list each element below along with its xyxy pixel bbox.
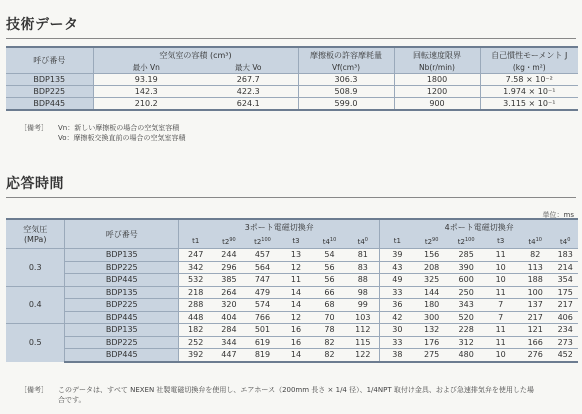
table-cell: 11 xyxy=(483,324,518,337)
col-header-t4-10: $t4^{10}$ xyxy=(518,234,553,249)
table-cell: 284 xyxy=(212,324,246,337)
table-row xyxy=(6,324,578,337)
table-row xyxy=(6,349,578,362)
table-cell: 247 xyxy=(179,249,213,262)
row-name: BDP135 xyxy=(65,249,179,262)
response-table-body xyxy=(6,249,578,362)
table-cell: 188 xyxy=(518,274,553,287)
table-cell: 264 xyxy=(212,286,246,299)
table-cell: 132 xyxy=(414,324,449,337)
row-name: BDP225 xyxy=(65,299,179,312)
table-row xyxy=(6,274,578,287)
table-cell: 14 xyxy=(279,299,313,312)
table-cell: 180 xyxy=(414,299,449,312)
resp-note-line-2: 合です。 xyxy=(58,396,86,404)
resp-note-label: ［備考］ xyxy=(20,386,48,394)
table-cell: 38 xyxy=(380,349,415,362)
table-cell: 78 xyxy=(313,324,347,337)
table-cell: 11 xyxy=(279,274,313,287)
row-name: BDP225 xyxy=(65,336,179,349)
table-row xyxy=(6,86,578,98)
table-cell: 81 xyxy=(346,249,380,262)
table-cell: 296 xyxy=(212,261,246,274)
tech-note-line-1: Vn：新しい摩擦板の場合の空気室容積 xyxy=(58,124,180,132)
table-cell: 66 xyxy=(313,286,347,299)
pressure-group-cell: 0.5 xyxy=(6,324,65,362)
table-cell: 600 xyxy=(449,274,484,287)
table-cell: 250 xyxy=(449,286,484,299)
col-header-volume: 空気室の容積 (cm³) xyxy=(93,47,298,62)
table-cell: 12 xyxy=(279,311,313,324)
table-cell: 501 xyxy=(246,324,280,337)
col-header-t2-100: $t2^{100}$ xyxy=(449,234,484,249)
table-cell: 342 xyxy=(179,261,213,274)
col-header-pressure xyxy=(6,219,65,249)
cell-vol-min: 93.19 xyxy=(93,74,199,86)
table-cell: 564 xyxy=(246,261,280,274)
table-cell: 99 xyxy=(346,299,380,312)
table-cell: 36 xyxy=(380,299,415,312)
col-header-vol-max: 最大 Vo xyxy=(199,62,298,74)
table-cell: 88 xyxy=(346,274,380,287)
table-cell: 82 xyxy=(313,349,347,362)
table-cell: 183 xyxy=(552,249,578,262)
table-cell: 14 xyxy=(279,286,313,299)
table-cell: 343 xyxy=(449,299,484,312)
cell-vol-max: 624.1 xyxy=(199,98,298,111)
row-name: BDP135 xyxy=(65,324,179,337)
table-cell: 42 xyxy=(380,311,415,324)
cell-vol-min: 142.3 xyxy=(93,86,199,98)
table-cell: 176 xyxy=(414,336,449,349)
table-cell: 156 xyxy=(414,249,449,262)
col-header-t4-10: $t4^{10}$ xyxy=(313,234,347,249)
col-header-t3: t3 xyxy=(279,234,313,249)
table-row xyxy=(6,74,578,86)
col-header-vol-min: 最小 Vn xyxy=(93,62,199,74)
table-cell: 217 xyxy=(518,311,553,324)
resp-title-rule xyxy=(6,197,576,198)
table-cell: 115 xyxy=(346,336,380,349)
table-cell: 175 xyxy=(552,286,578,299)
col-header-wear-unit: Vf(cm³) xyxy=(298,62,394,74)
table-cell: 288 xyxy=(179,299,213,312)
table-cell: 300 xyxy=(414,311,449,324)
table-cell: 49 xyxy=(380,274,415,287)
col-header-t2-90: $t2^{90}$ xyxy=(414,234,449,249)
table-cell: 234 xyxy=(552,324,578,337)
table-cell: 16 xyxy=(279,336,313,349)
table-cell: 312 xyxy=(449,336,484,349)
table-cell: 619 xyxy=(246,336,280,349)
table-cell: 11 xyxy=(483,286,518,299)
table-cell: 275 xyxy=(414,349,449,362)
row-name: BDP445 xyxy=(65,274,179,287)
table-cell: 392 xyxy=(179,349,213,362)
table-row xyxy=(6,249,578,262)
col-header-name: 呼び番号 xyxy=(65,219,179,249)
table-cell: 218 xyxy=(179,286,213,299)
table-cell: 452 xyxy=(552,349,578,362)
cell-speed: 1200 xyxy=(394,86,480,98)
table-cell: 11 xyxy=(483,249,518,262)
table-cell: 273 xyxy=(552,336,578,349)
table-cell: 520 xyxy=(449,311,484,324)
tech-note-line-2: Vo：摩擦板交換直前の場合の空気室容積 xyxy=(58,134,186,142)
col-header-t4-0: $t4^0$ xyxy=(552,234,578,249)
tech-note xyxy=(20,124,48,134)
table-cell: 11 xyxy=(483,336,518,349)
table-cell: 766 xyxy=(246,311,280,324)
row-name: BDP445 xyxy=(65,349,179,362)
col-header-inertia: 自己慣性モーメント J xyxy=(480,47,578,62)
row-name: BDP445 xyxy=(6,98,93,111)
col-header-t1: t1 xyxy=(380,234,415,249)
table-row xyxy=(6,336,578,349)
table-cell: 14 xyxy=(279,349,313,362)
table-cell: 344 xyxy=(212,336,246,349)
resp-section-title: 応答時間 xyxy=(6,176,64,192)
table-cell: 112 xyxy=(346,324,380,337)
table-cell: 574 xyxy=(246,299,280,312)
table-cell: 16 xyxy=(279,324,313,337)
col-header-4port: 4ポート電磁切換弁 xyxy=(380,219,578,234)
cell-inertia: 7.58 × 10⁻² xyxy=(480,74,578,86)
table-row xyxy=(6,261,578,274)
col-header-speed: 回転速度限界 xyxy=(394,47,480,62)
table-row xyxy=(6,286,578,299)
table-cell: 10 xyxy=(483,274,518,287)
cell-vol-max: 422.3 xyxy=(199,86,298,98)
table-cell: 56 xyxy=(313,274,347,287)
row-name: BDP225 xyxy=(65,261,179,274)
table-cell: 68 xyxy=(313,299,347,312)
table-cell: 244 xyxy=(212,249,246,262)
table-cell: 447 xyxy=(212,349,246,362)
col-header-3port: 3ポート電磁切換弁 xyxy=(179,219,380,234)
table-cell: 43 xyxy=(380,261,415,274)
tech-title-rule xyxy=(6,38,576,39)
col-header-t1: t1 xyxy=(179,234,213,249)
cell-inertia: 3.115 × 10⁻¹ xyxy=(480,98,578,111)
table-cell: 98 xyxy=(346,286,380,299)
table-cell: 406 xyxy=(552,311,578,324)
table-cell: 144 xyxy=(414,286,449,299)
table-cell: 82 xyxy=(518,249,553,262)
col-header-t2-100: $t2^{100}$ xyxy=(246,234,280,249)
table-row xyxy=(6,299,578,312)
col-header-t2-90: $t2^{90}$ xyxy=(212,234,246,249)
pressure-group-cell: 0.3 xyxy=(6,249,65,287)
cell-wear: 599.0 xyxy=(298,98,394,111)
table-cell: 100 xyxy=(518,286,553,299)
row-name: BDP445 xyxy=(65,311,179,324)
table-cell: 113 xyxy=(518,261,553,274)
table-cell: 30 xyxy=(380,324,415,337)
cell-speed: 900 xyxy=(394,98,480,111)
tech-data-table xyxy=(6,46,578,111)
pressure-label: 空気圧 xyxy=(23,225,48,234)
pressure-unit: (MPa) xyxy=(23,235,47,244)
table-row xyxy=(6,98,578,111)
table-cell: 182 xyxy=(179,324,213,337)
table-cell: 208 xyxy=(414,261,449,274)
table-cell: 404 xyxy=(212,311,246,324)
table-cell: 747 xyxy=(246,274,280,287)
table-cell: 13 xyxy=(279,249,313,262)
table-cell: 103 xyxy=(346,311,380,324)
table-cell: 217 xyxy=(552,299,578,312)
col-header-speed-unit: Nb(r/min) xyxy=(394,62,480,74)
note-label: ［備考］ xyxy=(20,124,48,132)
table-cell: 252 xyxy=(179,336,213,349)
table-cell: 33 xyxy=(380,286,415,299)
cell-vol-max: 267.7 xyxy=(199,74,298,86)
row-name: BDP135 xyxy=(6,74,93,86)
cell-wear: 306.3 xyxy=(298,74,394,86)
table-cell: 56 xyxy=(313,261,347,274)
table-row xyxy=(6,311,578,324)
table-cell: 819 xyxy=(246,349,280,362)
table-cell: 354 xyxy=(552,274,578,287)
cell-inertia: 1.974 × 10⁻¹ xyxy=(480,86,578,98)
resp-note-line-1: このデータは、すべて NEXEN 社製電磁切換弁を使用し、エアホース（200mm 長さ × 1/4 径）、1/4NPT 取付け金具、および急速排気弁を使用した場 xyxy=(58,386,534,394)
table-cell: 137 xyxy=(518,299,553,312)
table-cell: 39 xyxy=(380,249,415,262)
pressure-group-cell: 0.4 xyxy=(6,286,65,324)
table-cell: 480 xyxy=(449,349,484,362)
table-cell: 457 xyxy=(246,249,280,262)
table-cell: 448 xyxy=(179,311,213,324)
col-header-name: 呼び番号 xyxy=(6,47,93,74)
table-cell: 390 xyxy=(449,261,484,274)
table-cell: 122 xyxy=(346,349,380,362)
cell-wear: 508.9 xyxy=(298,86,394,98)
table-cell: 285 xyxy=(449,249,484,262)
table-cell: 12 xyxy=(279,261,313,274)
table-cell: 121 xyxy=(518,324,553,337)
table-cell: 83 xyxy=(346,261,380,274)
table-cell: 276 xyxy=(518,349,553,362)
table-cell: 33 xyxy=(380,336,415,349)
response-time-table xyxy=(6,218,578,363)
cell-vol-min: 210.2 xyxy=(93,98,199,111)
table-cell: 214 xyxy=(552,261,578,274)
table-cell: 7 xyxy=(483,311,518,324)
table-cell: 479 xyxy=(246,286,280,299)
table-cell: 385 xyxy=(212,274,246,287)
table-cell: 70 xyxy=(313,311,347,324)
unit-label: 単位：ms xyxy=(542,211,574,219)
table-cell: 166 xyxy=(518,336,553,349)
tech-section-title: 技術データ xyxy=(6,17,79,33)
table-cell: 82 xyxy=(313,336,347,349)
row-name: BDP135 xyxy=(65,286,179,299)
table-cell: 228 xyxy=(449,324,484,337)
table-cell: 320 xyxy=(212,299,246,312)
col-header-inertia-unit: (kg・m²) xyxy=(480,62,578,74)
row-name: BDP225 xyxy=(6,86,93,98)
table-cell: 10 xyxy=(483,261,518,274)
cell-speed: 1800 xyxy=(394,74,480,86)
table-cell: 10 xyxy=(483,349,518,362)
col-header-t4-0: $t4^0$ xyxy=(346,234,380,249)
col-header-wear: 摩擦板の許容摩耗量 xyxy=(298,47,394,62)
table-cell: 325 xyxy=(414,274,449,287)
table-cell: 54 xyxy=(313,249,347,262)
col-header-t3: t3 xyxy=(483,234,518,249)
table-cell: 532 xyxy=(179,274,213,287)
table-cell: 7 xyxy=(483,299,518,312)
